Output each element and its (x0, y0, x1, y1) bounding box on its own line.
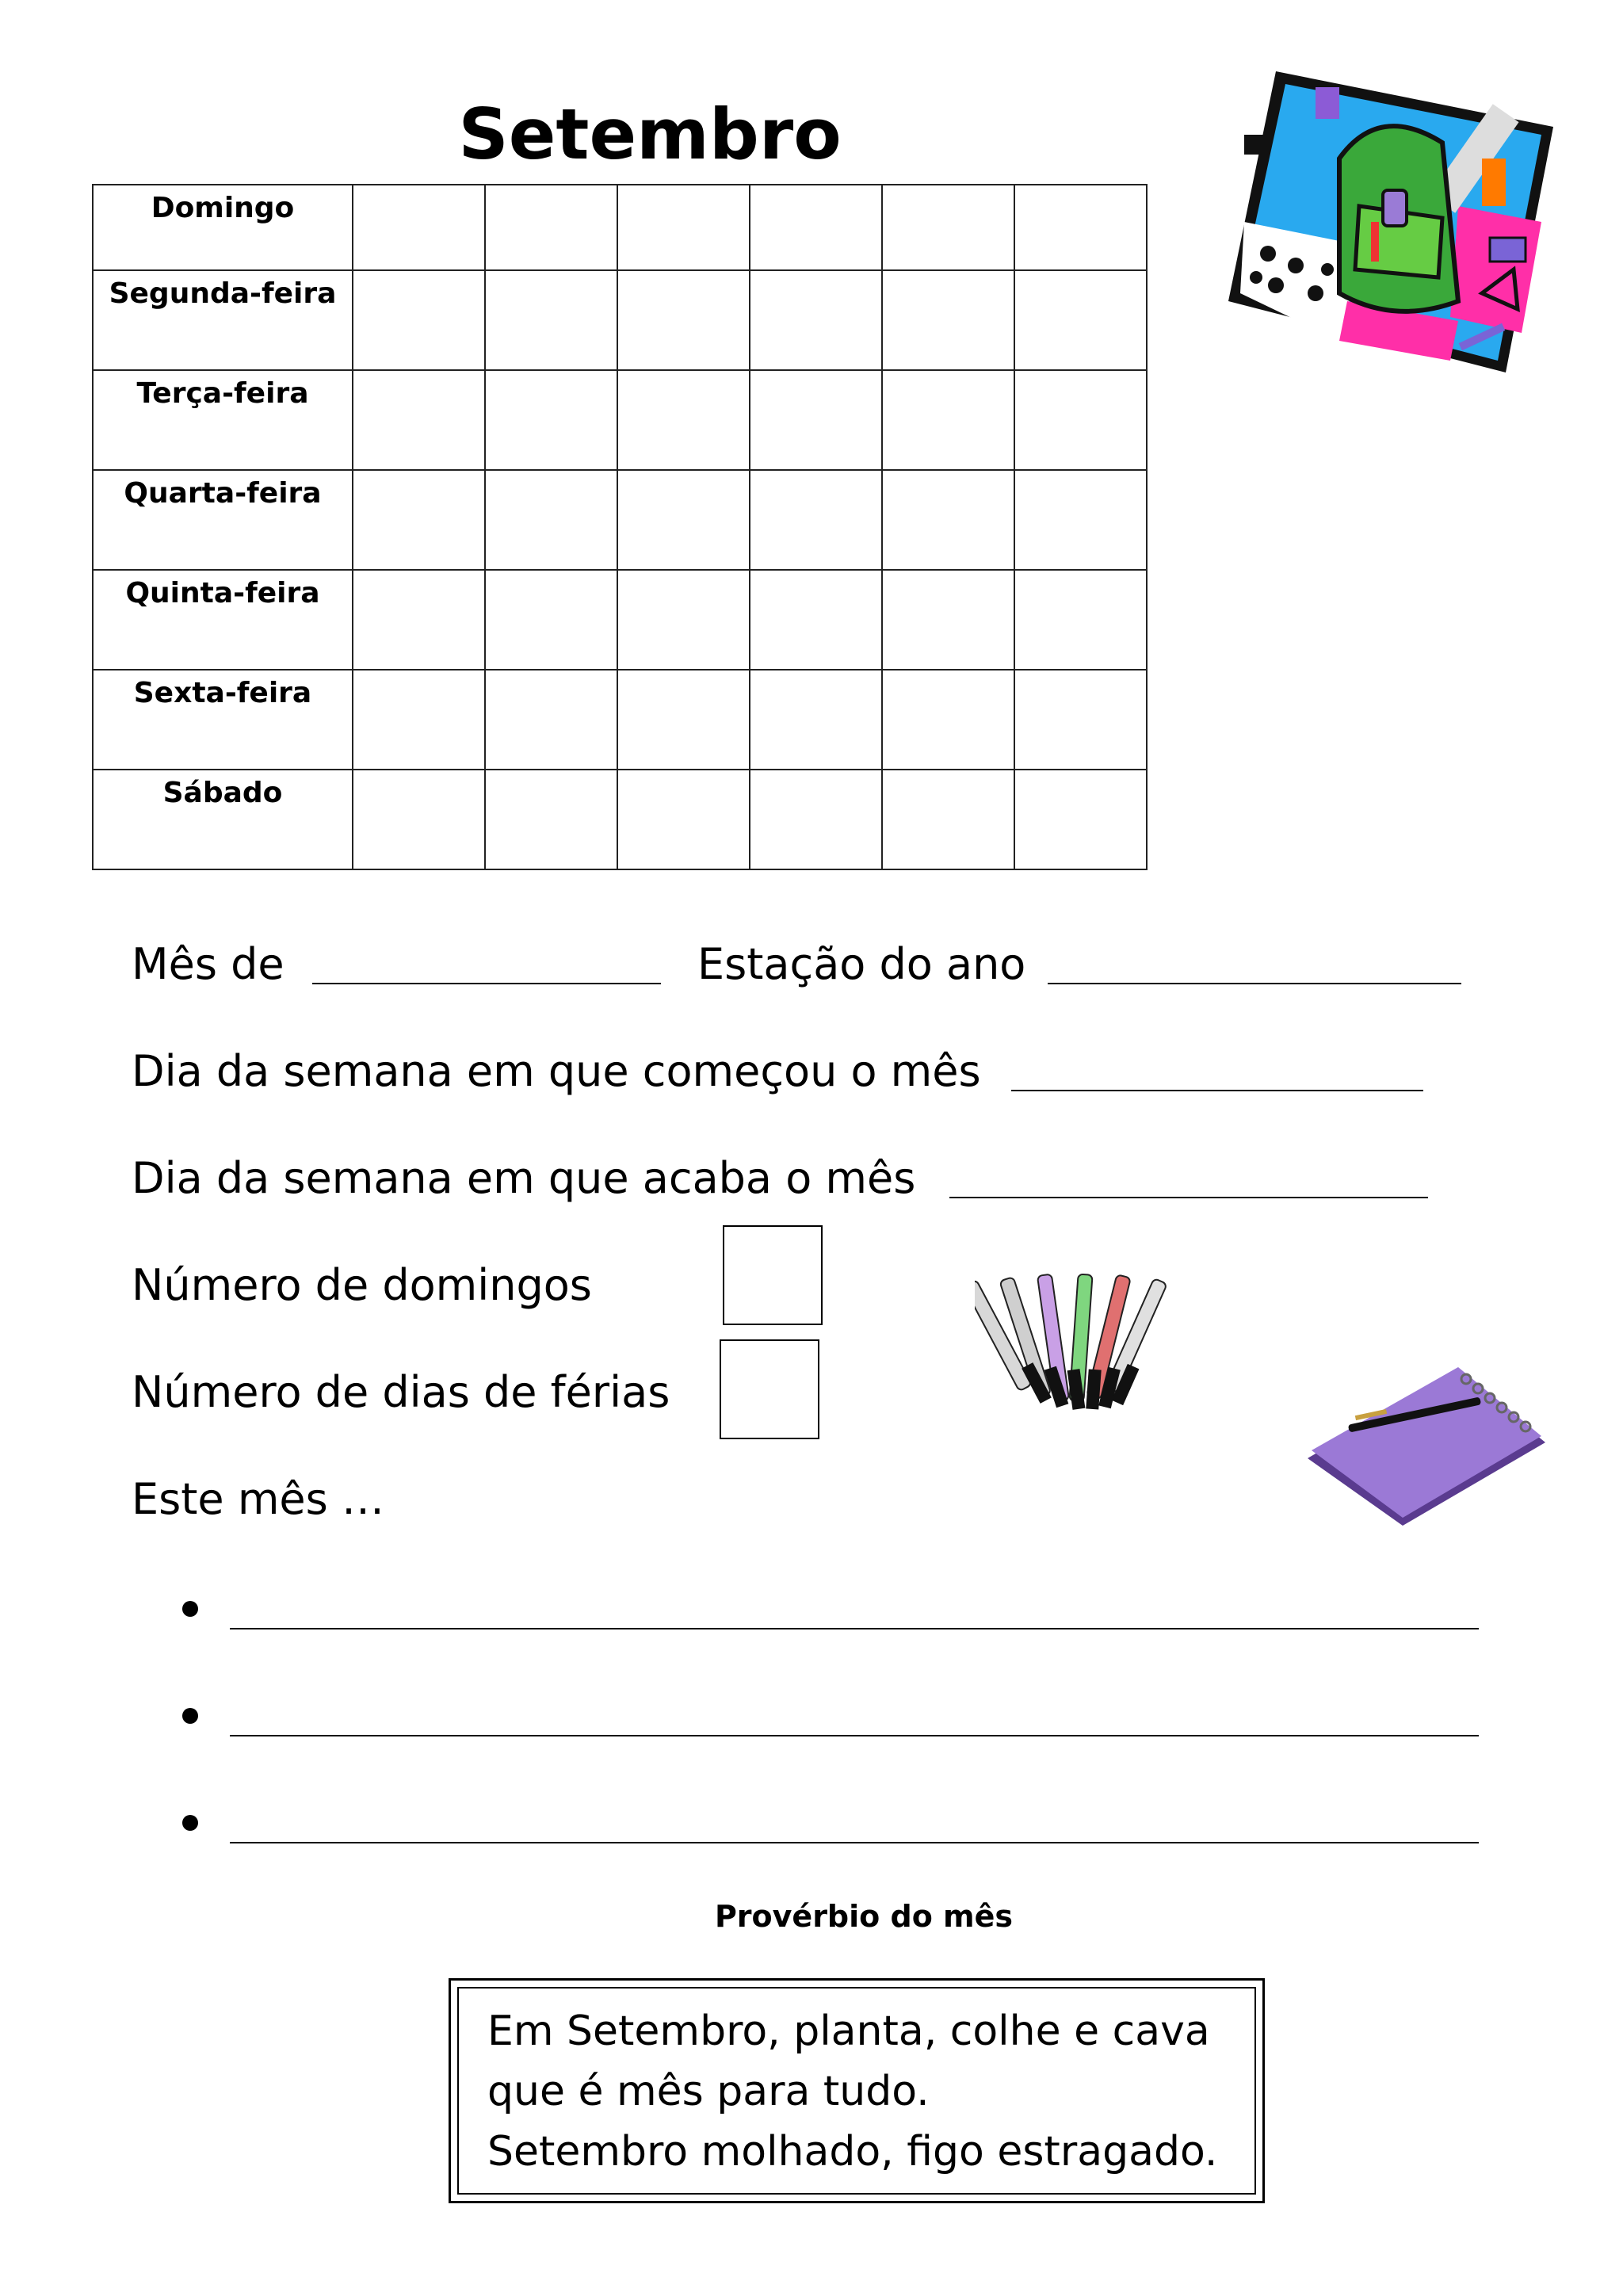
calendar-cell[interactable] (485, 470, 617, 570)
month-blank[interactable] (312, 983, 661, 984)
calendar-cell[interactable] (485, 670, 617, 770)
proverb-title: Provérbio do mês (714, 1899, 1014, 1934)
sundays-box[interactable] (723, 1225, 823, 1325)
calendar-cell[interactable] (485, 185, 617, 270)
table-row (93, 270, 1147, 370)
season-blank[interactable] (1048, 983, 1461, 984)
calendar-cell[interactable] (750, 270, 882, 370)
calendar-cell[interactable] (882, 670, 1014, 770)
calendar-cell[interactable] (1014, 370, 1147, 470)
calendar-cell[interactable] (882, 470, 1014, 570)
calendar-cell[interactable] (353, 185, 485, 270)
calendar-cell[interactable] (882, 270, 1014, 370)
proverb-line: que é mês para tudo. (487, 2068, 930, 2115)
table-row (93, 470, 1147, 570)
calendar-cell[interactable] (485, 370, 617, 470)
calendar-cell[interactable] (485, 570, 617, 670)
bullet-icon (182, 1601, 198, 1617)
calendar-cell[interactable] (353, 670, 485, 770)
calendar-cell[interactable] (882, 570, 1014, 670)
calendar-cell[interactable] (617, 185, 750, 270)
table-row (93, 570, 1147, 670)
calendar-cell[interactable] (353, 570, 485, 670)
holidays-label: Número de dias de férias (132, 1367, 670, 1417)
bullet-icon (182, 1708, 198, 1724)
note-line[interactable] (230, 1735, 1479, 1736)
end-day-label: Dia da semana em que acaba o mês (132, 1153, 916, 1203)
note-line[interactable] (230, 1628, 1479, 1629)
calendar-cell[interactable] (1014, 670, 1147, 770)
sundays-label: Número de domingos (132, 1260, 592, 1310)
calendar-cell[interactable] (1014, 185, 1147, 270)
table-row (93, 370, 1147, 470)
table-row (93, 185, 1147, 270)
calendar-cell[interactable] (1014, 270, 1147, 370)
calendar-cell[interactable] (617, 770, 750, 869)
calendar-cell[interactable] (353, 470, 485, 570)
day-label: Sábado (93, 770, 353, 869)
calendar-cell[interactable] (882, 770, 1014, 869)
day-label: Terça-feira (93, 370, 353, 470)
table-row (93, 770, 1147, 869)
end-day-blank[interactable] (949, 1197, 1428, 1198)
season-label: Estação do ano (697, 939, 1026, 989)
calendar-cell[interactable] (750, 670, 882, 770)
bullet-icon (182, 1815, 198, 1831)
calendar-cell[interactable] (750, 770, 882, 869)
calendar-cell[interactable] (750, 370, 882, 470)
colored-pens-icon (975, 1268, 1181, 1442)
calendar-cell[interactable] (617, 370, 750, 470)
calendar-cell[interactable] (485, 770, 617, 869)
calendar-cell[interactable] (1014, 770, 1147, 869)
calendar-cell[interactable] (617, 470, 750, 570)
proverb-line: Em Setembro, planta, colhe e cava (487, 2008, 1210, 2055)
calendar-cell[interactable] (617, 670, 750, 770)
calendar-cell[interactable] (882, 370, 1014, 470)
proverb-box (449, 1978, 1265, 2203)
calendar-cell[interactable] (1014, 570, 1147, 670)
calendar-cell[interactable] (353, 770, 485, 869)
day-label: Quinta-feira (93, 570, 353, 670)
calendar-cell[interactable] (750, 570, 882, 670)
calendar-cell[interactable] (750, 185, 882, 270)
calendar-cell[interactable] (882, 185, 1014, 270)
table-row (93, 670, 1147, 770)
calendar-cell[interactable] (617, 570, 750, 670)
calendar-cell[interactable] (750, 470, 882, 570)
start-day-blank[interactable] (1011, 1090, 1423, 1091)
proverb-line: Setembro molhado, figo estragado. (487, 2128, 1218, 2176)
calendar-cell[interactable] (1014, 470, 1147, 570)
purple-notebook-icon (1300, 1347, 1553, 1530)
calendar-table (92, 184, 1148, 870)
month-label: Mês de (132, 939, 285, 989)
holidays-box[interactable] (720, 1339, 819, 1439)
day-label: Segunda-feira (93, 270, 353, 370)
note-line[interactable] (230, 1842, 1479, 1843)
day-label: Quarta-feira (93, 470, 353, 570)
school-backpack-clipart-icon (1220, 40, 1569, 380)
calendar-cell[interactable] (617, 270, 750, 370)
calendar-cell[interactable] (353, 270, 485, 370)
calendar-cell[interactable] (353, 370, 485, 470)
start-day-label: Dia da semana em que começou o mês (132, 1046, 981, 1096)
day-label: Domingo (93, 185, 353, 270)
page-title: Setembro (458, 94, 842, 175)
this-month-label: Este mês … (132, 1474, 384, 1524)
day-label: Sexta-feira (93, 670, 353, 770)
calendar-cell[interactable] (485, 270, 617, 370)
